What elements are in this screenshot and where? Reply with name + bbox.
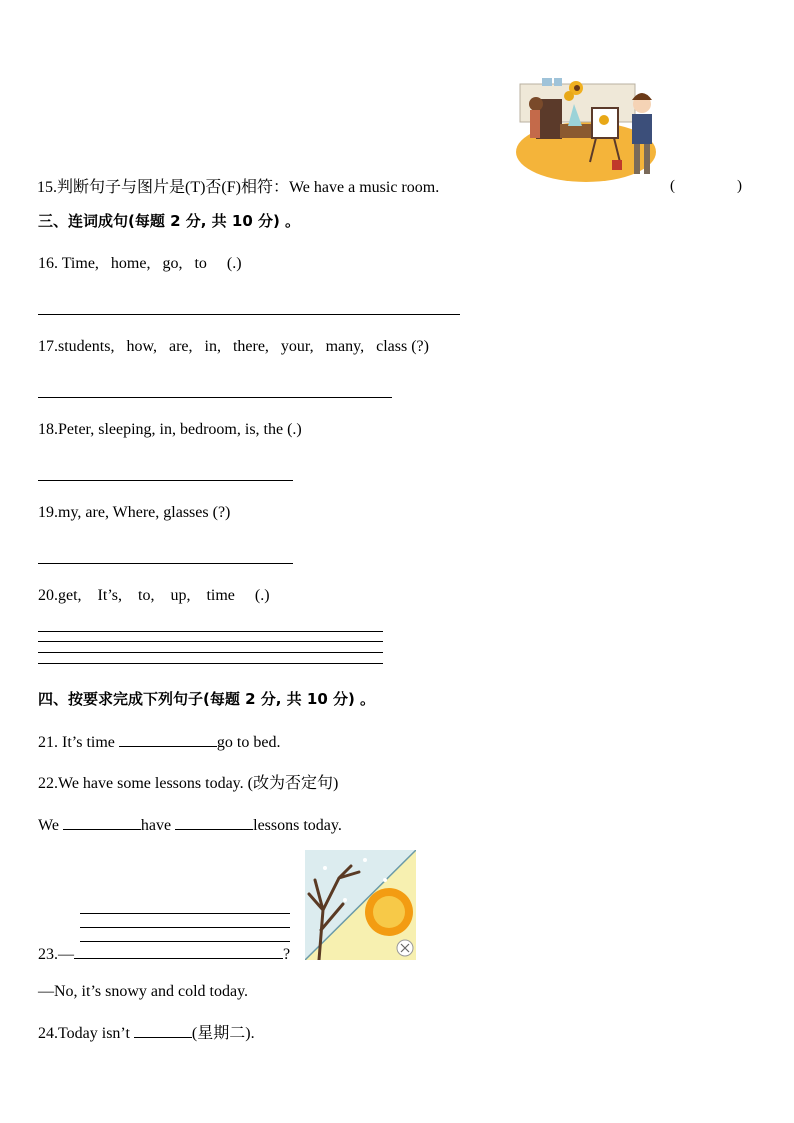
question-23 <box>38 944 290 965</box>
answer-line-23c <box>80 941 290 942</box>
answer-line-23a <box>80 913 290 914</box>
answer-line-18 <box>38 480 293 481</box>
answer-line-20c <box>38 652 383 653</box>
answer-line-19 <box>38 563 293 564</box>
question-20: 20.get, It’s, to, up, time (.) <box>38 587 270 604</box>
question-21 <box>38 732 280 753</box>
question-15-text: 15.判断句子与图片是(T)否(F)相符：We have a music room. <box>37 179 440 196</box>
question-22: 22.We have some lessons today. (改为否定句) <box>38 775 339 792</box>
answer-line-23b <box>80 927 290 928</box>
question-24-before: 24.Today isn’t <box>38 1025 134 1042</box>
answer-paren-close: ) <box>737 178 742 194</box>
answer-22-start: We <box>38 817 63 834</box>
answer-line-17 <box>38 397 392 398</box>
painting-room-illustration <box>514 74 664 194</box>
answer-blank-24[interactable] <box>134 1023 192 1038</box>
weather-illustration <box>305 850 416 960</box>
answer-paren-open: ( <box>670 178 675 194</box>
answer-blank-21[interactable] <box>119 732 217 747</box>
question-16: 16. Time, home, go, to (.) <box>38 255 242 272</box>
question-18: 18.Peter, sleeping, in, bedroom, is, the (.) <box>38 421 302 438</box>
answer-blank-22a[interactable] <box>63 815 141 830</box>
section-4-heading: 四、按要求完成下列句子(每题 2 分, 共 10 分) 。 <box>38 690 376 708</box>
answer-line-16 <box>38 314 460 315</box>
section-3-heading: 三、连词成句(每题 2 分, 共 10 分) 。 <box>38 212 301 230</box>
question-19: 19.my, are, Where, glasses (?) <box>38 504 231 521</box>
answer-22-mid: have <box>140 817 176 834</box>
question-21-after: go to bed. <box>216 734 281 751</box>
answer-blank-23[interactable] <box>74 944 283 959</box>
question-23-reply: —No, it’s snowy and cold today. <box>38 983 249 1000</box>
question-15 <box>37 178 439 198</box>
question-23-suffix: ? <box>283 946 291 963</box>
answer-line-20a <box>38 631 383 632</box>
question-21-before: 21. It’s time <box>38 734 119 751</box>
answer-line-20b <box>38 641 383 642</box>
answer-line-20d <box>38 663 383 664</box>
question-24 <box>38 1023 255 1044</box>
question-17: 17.students, how, are, in, there, your, many, class (?) <box>38 338 429 355</box>
question-23-prefix: 23.— <box>38 946 74 963</box>
answer-22-end: lessons today. <box>253 817 342 834</box>
question-22-answer <box>38 815 342 836</box>
question-24-after: (星期二). <box>191 1025 255 1042</box>
answer-blank-22b[interactable] <box>175 815 253 830</box>
